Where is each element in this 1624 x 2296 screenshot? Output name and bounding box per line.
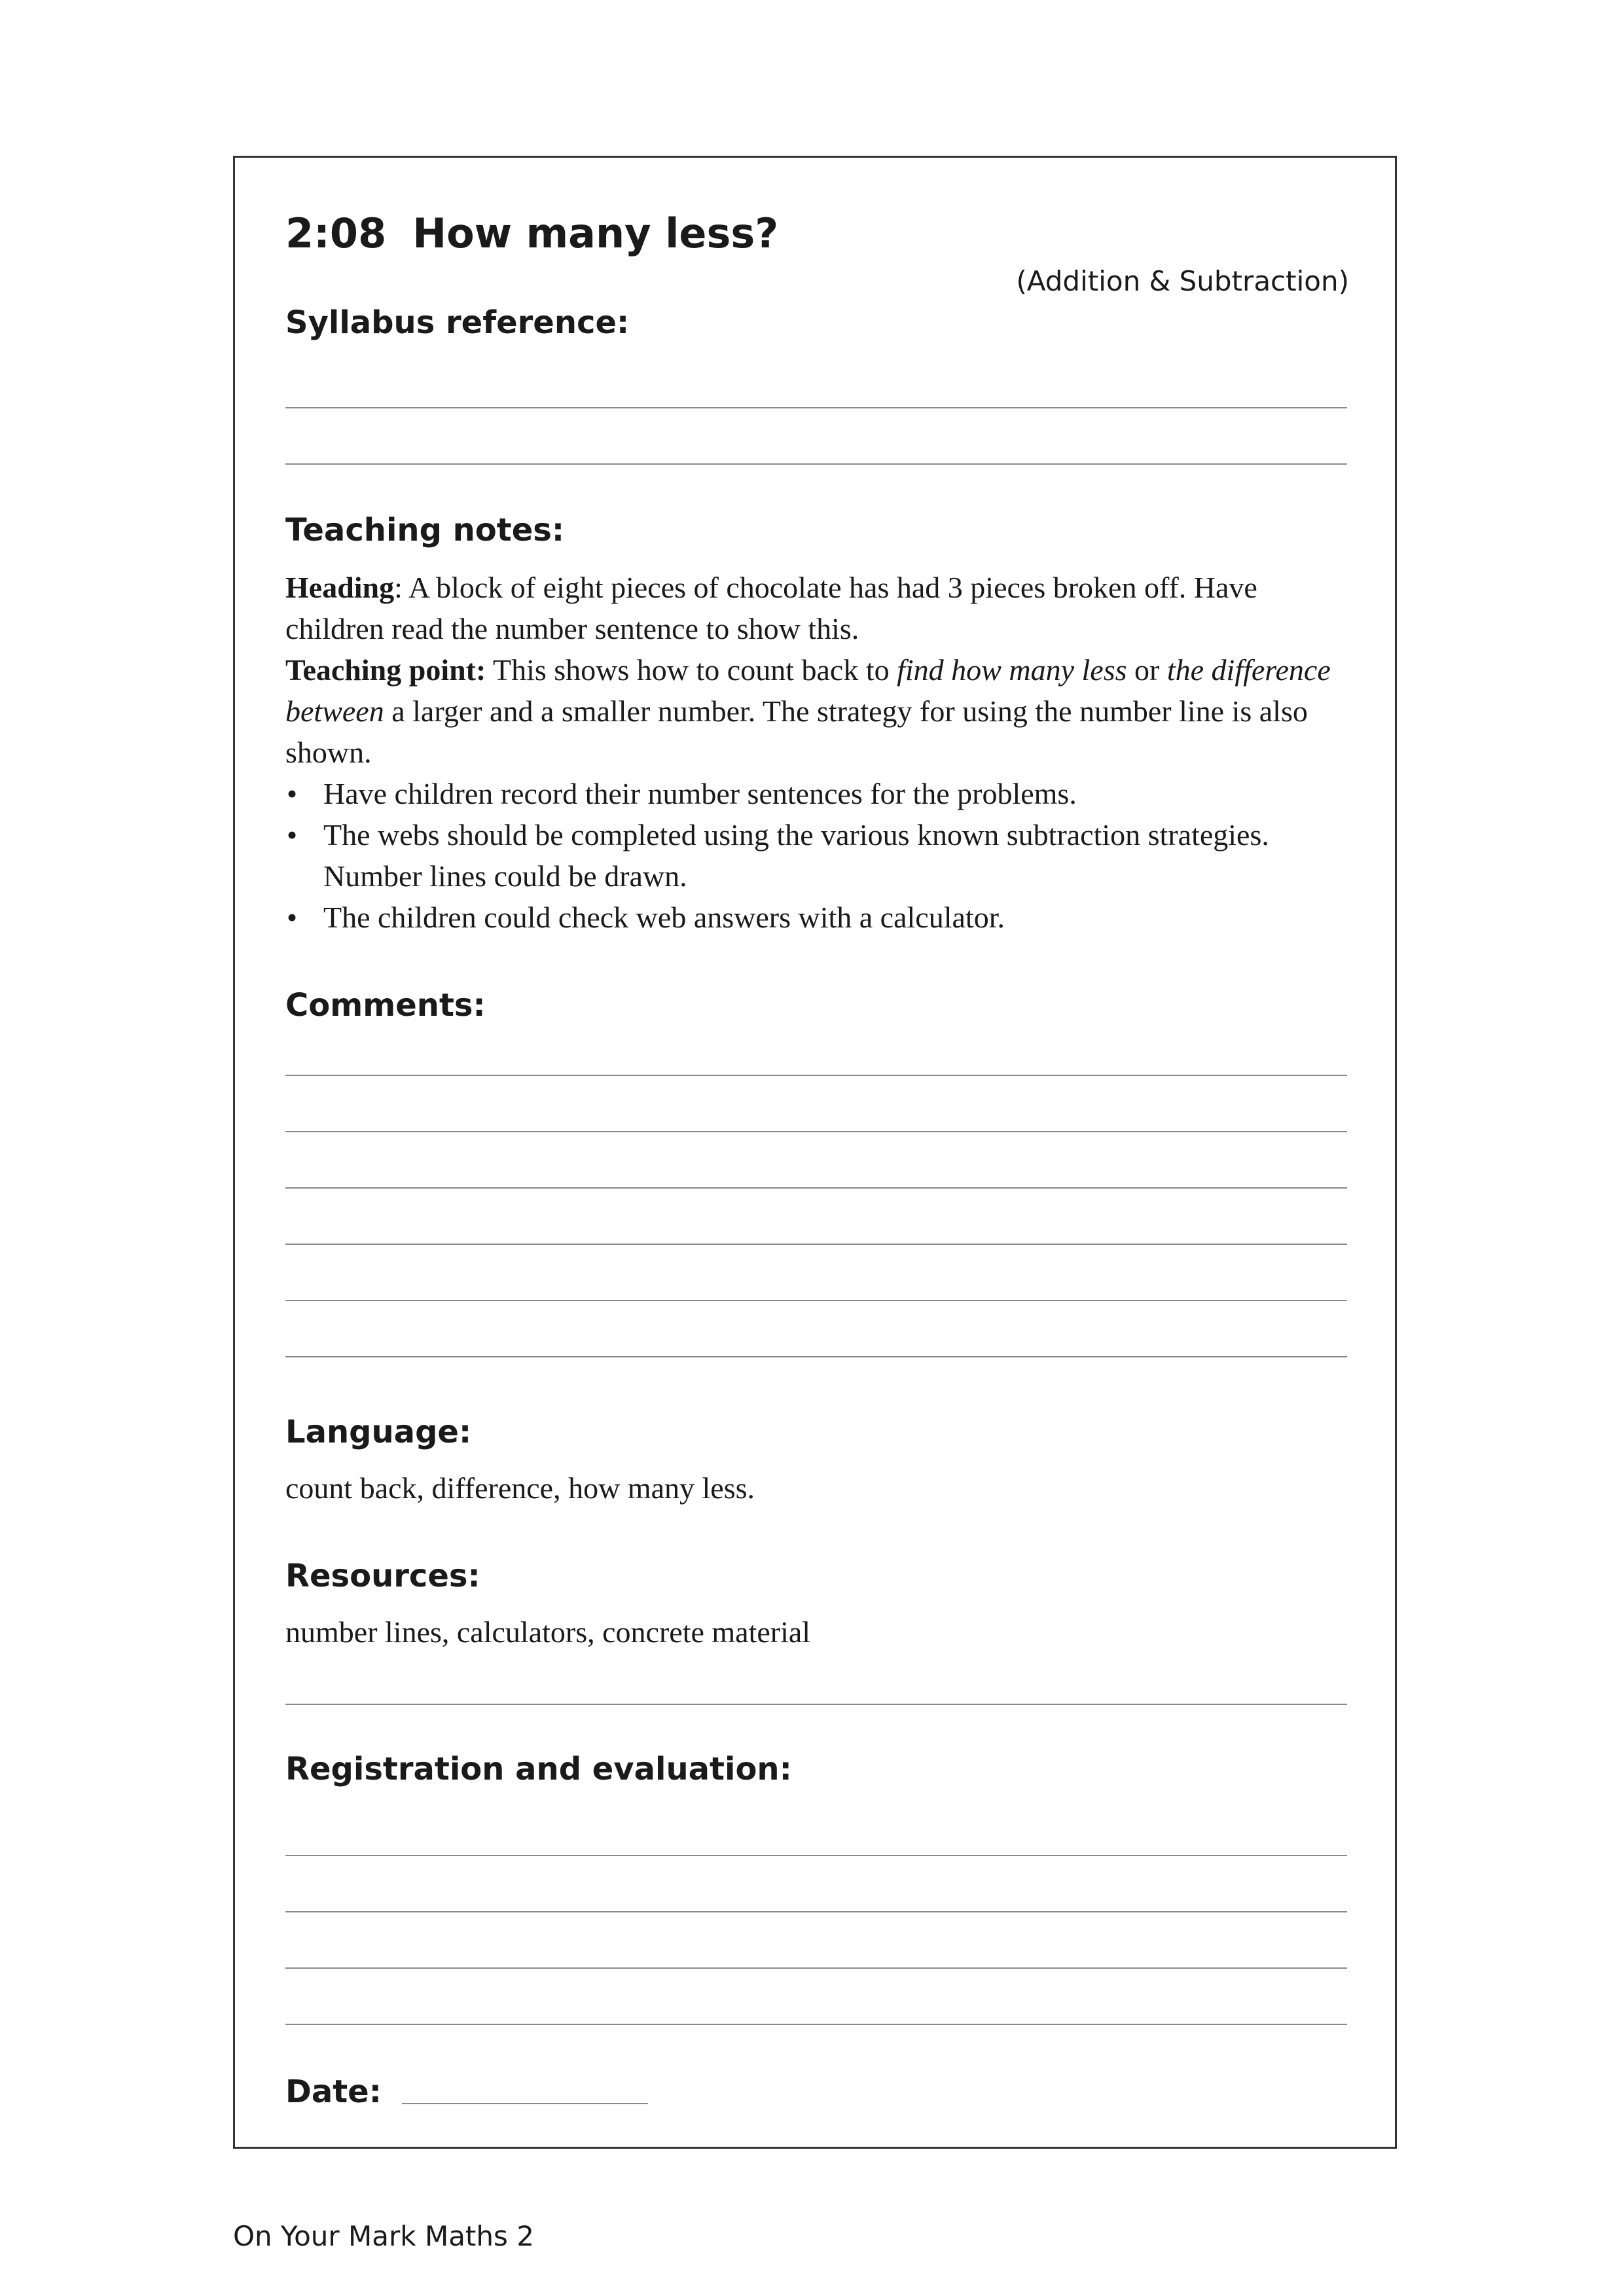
syllabus-writing-line[interactable] bbox=[285, 407, 1347, 408]
comments-writing-line[interactable] bbox=[285, 1187, 1347, 1189]
teaching-point-emphasis: find how many less bbox=[897, 653, 1127, 687]
teaching-notes-list bbox=[285, 773, 1359, 938]
teaching-point-label: Teaching point: bbox=[285, 653, 486, 687]
heading-note-label: Heading bbox=[285, 571, 395, 604]
registration-writing-line[interactable] bbox=[285, 1967, 1347, 1969]
syllabus-reference-label: Syllabus reference: bbox=[285, 304, 630, 341]
list-item bbox=[285, 897, 1359, 938]
teaching-notes-body bbox=[285, 567, 1359, 938]
comments-writing-line[interactable] bbox=[285, 1131, 1347, 1132]
list-item-text: The webs should be completed using the various known subtraction strategies. Number lines could be drawn. bbox=[323, 818, 1269, 893]
lesson-number: 2:08 bbox=[285, 209, 387, 257]
comments-writing-line[interactable] bbox=[285, 1300, 1347, 1301]
language-text: count back, difference, how many less. bbox=[285, 1471, 755, 1505]
teaching-notes-label: Teaching notes: bbox=[285, 512, 565, 548]
registration-label: Registration and evaluation: bbox=[285, 1751, 792, 1787]
syllabus-writing-line[interactable] bbox=[285, 463, 1347, 465]
strand-label: (Addition & Subtraction) bbox=[1016, 265, 1349, 297]
page-frame bbox=[233, 156, 1397, 2149]
teaching-point-emphasis: the difference between bbox=[285, 653, 1331, 728]
resources-label: Resources: bbox=[285, 1558, 480, 1594]
registration-writing-line[interactable] bbox=[285, 1911, 1347, 1912]
list-item-text: Have children record their number sentences for the problems. bbox=[323, 777, 1077, 810]
date-label: Date: bbox=[285, 2073, 382, 2110]
bullet-icon: • bbox=[287, 818, 298, 852]
date-writing-line[interactable] bbox=[402, 2103, 648, 2104]
teaching-point-text: This shows how to count back to bbox=[486, 653, 897, 687]
language-label: Language: bbox=[285, 1414, 472, 1450]
heading-note-text: : A block of eight pieces of chocolate has had 3 pieces broken off. Have children read the number sentence to show this. bbox=[285, 571, 1257, 645]
registration-writing-line[interactable] bbox=[285, 1855, 1347, 1856]
comments-label: Comments: bbox=[285, 987, 486, 1024]
lesson-title: How many less? bbox=[412, 209, 779, 257]
resources-text: number lines, calculators, concrete material bbox=[285, 1615, 811, 1649]
list-item bbox=[285, 814, 1359, 897]
resources-writing-line[interactable] bbox=[285, 1704, 1347, 1705]
bullet-icon: • bbox=[287, 777, 298, 810]
page-footer: On Your Mark Maths 2 bbox=[233, 2220, 534, 2252]
comments-writing-line[interactable] bbox=[285, 1075, 1347, 1076]
list-item bbox=[285, 773, 1359, 814]
comments-writing-line[interactable] bbox=[285, 1244, 1347, 1245]
registration-writing-line[interactable] bbox=[285, 2024, 1347, 2025]
list-item-text: The children could check web answers with a calculator. bbox=[323, 901, 1005, 934]
comments-writing-line[interactable] bbox=[285, 1356, 1347, 1357]
teaching-point-text: or bbox=[1127, 653, 1167, 687]
bullet-icon: • bbox=[287, 901, 298, 934]
teaching-point-note bbox=[285, 649, 1359, 773]
page-title bbox=[285, 209, 778, 257]
teaching-point-text: a larger and a smaller number. The strategy for using the number line is also shown. bbox=[285, 694, 1308, 769]
heading-note bbox=[285, 567, 1359, 649]
